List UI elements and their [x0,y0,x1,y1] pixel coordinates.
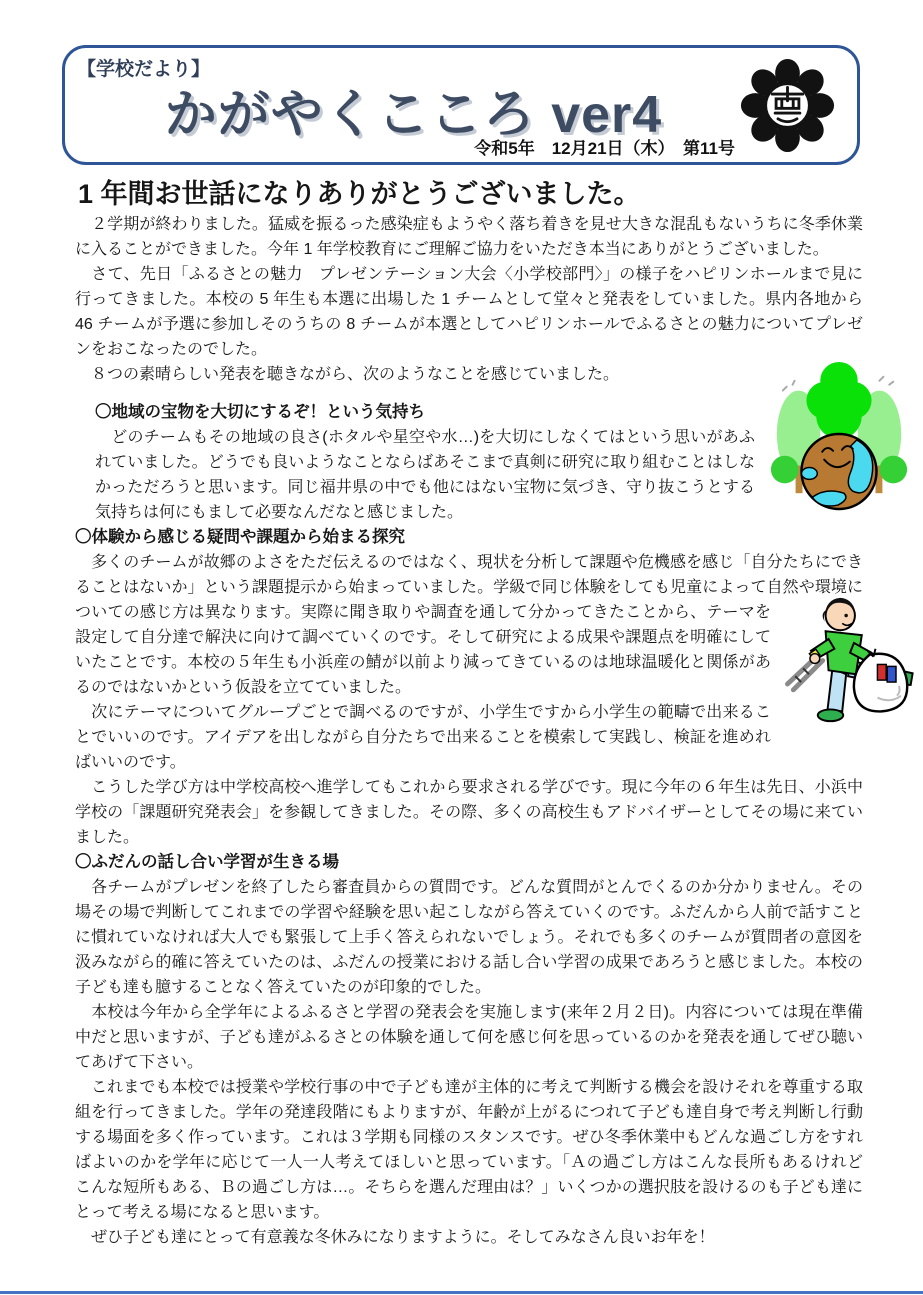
section-body [75,550,863,700]
section-local-treasure [95,400,863,525]
article-body [75,212,863,1250]
closing-paragraph-1: 本校は今年から全学年によるふるさと学習の発表会を実施します(来年２月２日)。内容については現在準備中だと思いますが、子ども達がふるさとの体験を通して何を感じ何を思っているのかを発表を通してぜひ聴いてあげて下さい。 [75,1004,863,1071]
newsletter-header [62,45,860,165]
newsletter-title: かがやくこころ ver4 [164,86,663,144]
intro-paragraph-1: ２学期が終わりました。猛威を振るった感染症もようやく落ち着きを見せ大きな混乱もないうちに冬季休業に入ることができました。今年 1 年学校教育にご理解ご協力をいただき本当にありがとうございました。 [75,216,863,258]
intro-paragraph-3: ８つの素晴らしい発表を聴きながら、次のようなことを感じていました。 [75,366,620,383]
section-body: 各チームがプレゼンを終了したら審査員からの質問です。どんな質問がとんでくるのか分かりません。その場その場で判断してこれまでの学習や経験を思い起こしながら答えていくのです。ふだんから人前で話すことに慣れていなければ大人でも緊張して上手く答えられないでしょう。それでも多くのチームが質問者の意図を汲みながら的確に答えていたのは、ふだんの授業における話し合い学習の成果であろうと感じました。本校の子ども達も臆することなく答えていたのが印象的でした。 [75,879,863,996]
section-heading: 〇ふだんの話し合い学習が生きる場 [75,853,339,871]
page-bottom-border [0,1291,923,1294]
section-body: どのチームもその地域の良さ(ホタルや星空や水…)を大切にしなくてはという思いがあふれていました。どうでも良いようなことならばあそこまで真剣に研究に取り組むことはしなかっただろうと思います。同じ福井県の中でも他にはない宝物に気づき、守り抜こうとする気持ちは何にもまして必要なんだなと感じました。 [95,429,755,521]
section-inquiry [75,525,863,850]
closing-paragraph-3: ぜひ子ども達にとって有意義な冬休みになりますように。そしてみなさん良いお年を！ [75,1229,715,1246]
closing-paragraph-2: これまでも本校では授業や学校行事の中で子ども達が主体的に考えて判断する機会を設けそれを尊重する取組を行ってきました。学年の発達段階にもよりますが、年齢が上がるにつれて子ども達自身で考え判断し行動する場面を多く作っています。これは３学期も同様のスタンスです。ぜひ冬季休業中もどんな過ごし方をすればよいのかを学年に応じて一人一人考えてほしいと思っています。「Ａの過ごし方はこんな長所もあるけれどこんな短所もある、Ｂの過ごし方は…。そちらを選んだ理由は？」いくつかの選択肢を設けるのも子ども達にとって考える場になると思います。 [75,1079,863,1221]
newsletter-kind-label: 【学校だより】 [77,59,211,80]
section-paragraph: こうした学び方は中学校高校へ進学してもこれから要求される学びです。現に今年の６年生は先日、小浜中学校の「課題研究発表会」を参観してきました。その際、多くの高校生もアドバイザーとしてその場に来ていました。 [75,779,863,846]
section-heading: 〇地域の宝物を大切にするぞ！という気持ち [95,403,425,421]
article-headline: 1 年間お世話になりありがとうございました。 [78,179,641,209]
intro-paragraph-2: さて、先日「ふるさとの魅力 プレゼンテーション大会〈小学校部門〉」の様子をハピリンホールまで見に行ってきました。本校の 5 年生も本選に出場した 1 チームとして堂々と発表をしていました。県内各地から 46 チームが予選に参加しそのうちの 8 チームが本選としてハピリンホールでふるさとの魅力についてプレゼンをおこなったのでした。 [75,266,863,358]
issue-date-line: 令和5年 12月21日（木） 第11号 [474,139,735,158]
section-heading: 〇体験から感じる疑問や課題から始まる探究 [75,528,405,546]
school-crest-icon [740,58,835,153]
section-discussion [75,850,863,1000]
section-paragraph: 次にテーマについてグループごとで調べるのですが、小学生ですから小学生の範疇で出来ることでいいのです。アイデアを出しながら自分たちで出来ることを模索して実践し、検証を進めればいいのです。 [75,704,771,771]
section-body-text: 多くのチームが故郷のよさをただ伝えるのではなく、現状を分析して課題や危機感を感じ「自分たちにできることはないか」という課題提示から始まっていました。学級で同じ体験をしても児童によって自然や環境についての感じ方は異なります。 [75,554,863,621]
trees-earth-illustration [765,355,913,513]
litter-pickup-illustration [783,596,921,728]
section-body-text: 実際に聞き取りや調査を通して分かってきたことから、テーマを設定して自分達で解決に向けて調べていくのです。そして研究による成果や課題点を明確にしていたことです。本校の５年生も小浜産の鯖が以前より減ってきているのは地球温暖化と関係があるのではないかという仮設を立てていました。 [75,604,771,696]
